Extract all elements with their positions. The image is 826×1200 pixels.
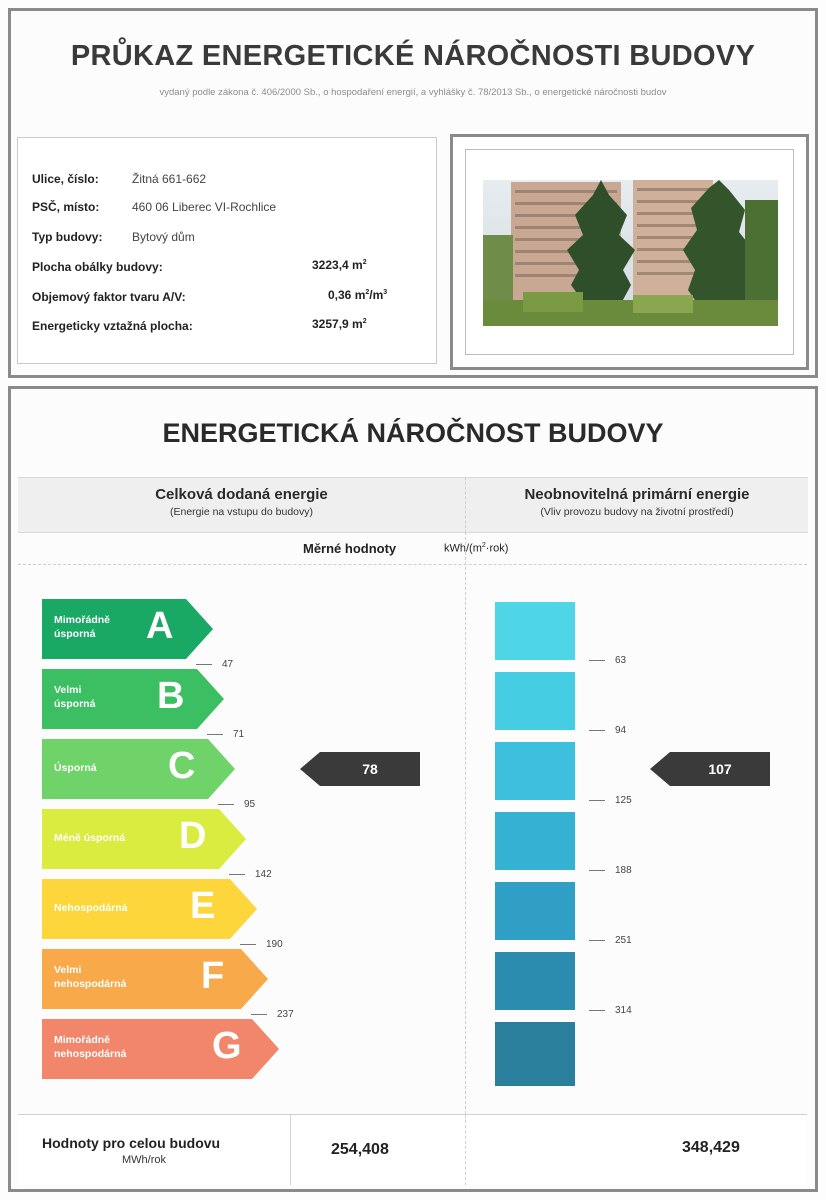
primary-energy-block (495, 742, 575, 800)
units-value: kWh/$(m^2\cdot rok)$ (444, 542, 509, 555)
energy-class-a-label: Mimořádně úsporná (54, 614, 111, 640)
totals-column-divider (465, 1115, 466, 1185)
primary-energy-block (495, 882, 575, 940)
totals-unit: MWh/rok (122, 1154, 166, 1166)
city-label: PSČ, místo: (32, 200, 100, 214)
primary-energy-subtitle: (Vliv provozu budovy na životní prostředí) (540, 506, 734, 518)
energy-class-d-label: Méně úsporná (54, 832, 126, 844)
primary-energy-block (495, 602, 575, 660)
primary-energy-block (495, 1022, 575, 1086)
energy-class-g-letter: G (212, 1025, 242, 1067)
primary-threshold: 63 (589, 655, 626, 666)
primary-threshold: 94 (589, 725, 626, 736)
delivered-rating-value: 78 (362, 761, 378, 777)
delivered-energy-title: Celková dodaná energie (155, 486, 328, 503)
units-row (18, 532, 807, 565)
energy-class-b-label: Velmi úsporná (54, 684, 96, 710)
energy-class-d-letter: D (179, 815, 207, 857)
delivered-threshold: 237 (251, 1009, 294, 1020)
total-delivered-energy: 254,408 (331, 1141, 389, 1158)
reference-area-value: 3257,9 $m^2$ (312, 317, 367, 331)
primary-threshold: 251 (589, 935, 632, 946)
document-title: PRŮKAZ ENERGETICKÉ NÁROČNOSTI BUDOVY (70, 40, 756, 72)
delivered-threshold: 71 (207, 729, 244, 740)
city-value: 460 06 Liberec VI-Rochlice (132, 200, 277, 214)
primary-energy-block (495, 672, 575, 730)
energy-class-c-letter: C (168, 745, 196, 787)
energy-class-a (42, 599, 213, 659)
energy-class-e-label: Nehospodárná (54, 902, 128, 914)
envelope-area-label: Plocha obálky budovy: (32, 260, 163, 274)
street-label: Ulice, číslo: (32, 172, 99, 186)
delivered-rating-indicator (300, 752, 420, 786)
building-photo-border (465, 149, 794, 355)
reference-area-label: Energeticky vztažná plocha: (32, 319, 193, 333)
energy-class-g (42, 1019, 279, 1079)
energy-class-c-label: Úsporná (54, 762, 97, 774)
building-photo-frame (450, 134, 809, 370)
primary-threshold: 125 (589, 795, 632, 806)
energy-class-c (42, 739, 235, 799)
building-type-value: Bytový dům (132, 230, 195, 244)
delivered-energy-subtitle: (Energie na vstupu do budovy) (169, 506, 313, 518)
total-primary-energy: 348,429 (682, 1139, 740, 1156)
energy-class-d (42, 809, 246, 869)
document-subtitle: vydaný podle zákona č. 406/2000 Sb., o hospodaření energií, a vyhlášky č. 78/2013 Sb., o energetické náročnosti budov (159, 87, 667, 98)
units-label: Měrné hodnoty (303, 541, 397, 556)
building-photo (483, 180, 778, 326)
energy-class-a-letter: A (146, 605, 174, 647)
building-type-label: Typ budovy: (32, 230, 103, 244)
energy-class-f-letter: F (201, 955, 225, 997)
energy-class-b (42, 669, 224, 729)
primary-energy-title: Neobnovitelná primární energie (524, 486, 750, 503)
delivered-threshold: 95 (218, 799, 255, 810)
primary-energy-block (495, 812, 575, 870)
energy-class-e (42, 879, 257, 939)
primary-threshold: 188 (589, 865, 632, 876)
delivered-threshold: 190 (240, 939, 283, 950)
energy-class-b-letter: B (157, 675, 185, 717)
delivered-threshold: 47 (196, 659, 233, 670)
primary-energy-header (465, 477, 808, 533)
energy-class-f (42, 949, 268, 1009)
shape-factor-label: Objemový faktor tvaru A/V: (32, 290, 186, 304)
primary-energy-block (495, 952, 575, 1010)
building-info-box (17, 137, 437, 364)
totals-row (18, 1114, 807, 1185)
primary-threshold: 314 (589, 1005, 632, 1016)
delivered-energy-header (18, 477, 465, 533)
totals-label: Hodnoty pro celou budovu (42, 1135, 221, 1151)
totals-separator (290, 1115, 291, 1185)
primary-rating-indicator (650, 752, 770, 786)
envelope-area-value: 3223,4 $m^2$ (312, 258, 367, 272)
energy-class-f-label: Velmi nehospodárná (54, 964, 127, 990)
energy-class-g-label: Mimořádně nehospodárná (54, 1034, 127, 1060)
shape-factor-value: 0,36 $m^2/m^3$ (328, 288, 388, 302)
delivered-threshold: 142 (229, 869, 272, 880)
column-divider (465, 532, 466, 1114)
primary-rating-value: 107 (708, 761, 732, 777)
energy-class-e-letter: E (190, 885, 216, 927)
section-title: ENERGETICKÁ NÁROČNOST BUDOVY (162, 418, 664, 448)
street-value: Žitná 661-662 (132, 172, 207, 186)
